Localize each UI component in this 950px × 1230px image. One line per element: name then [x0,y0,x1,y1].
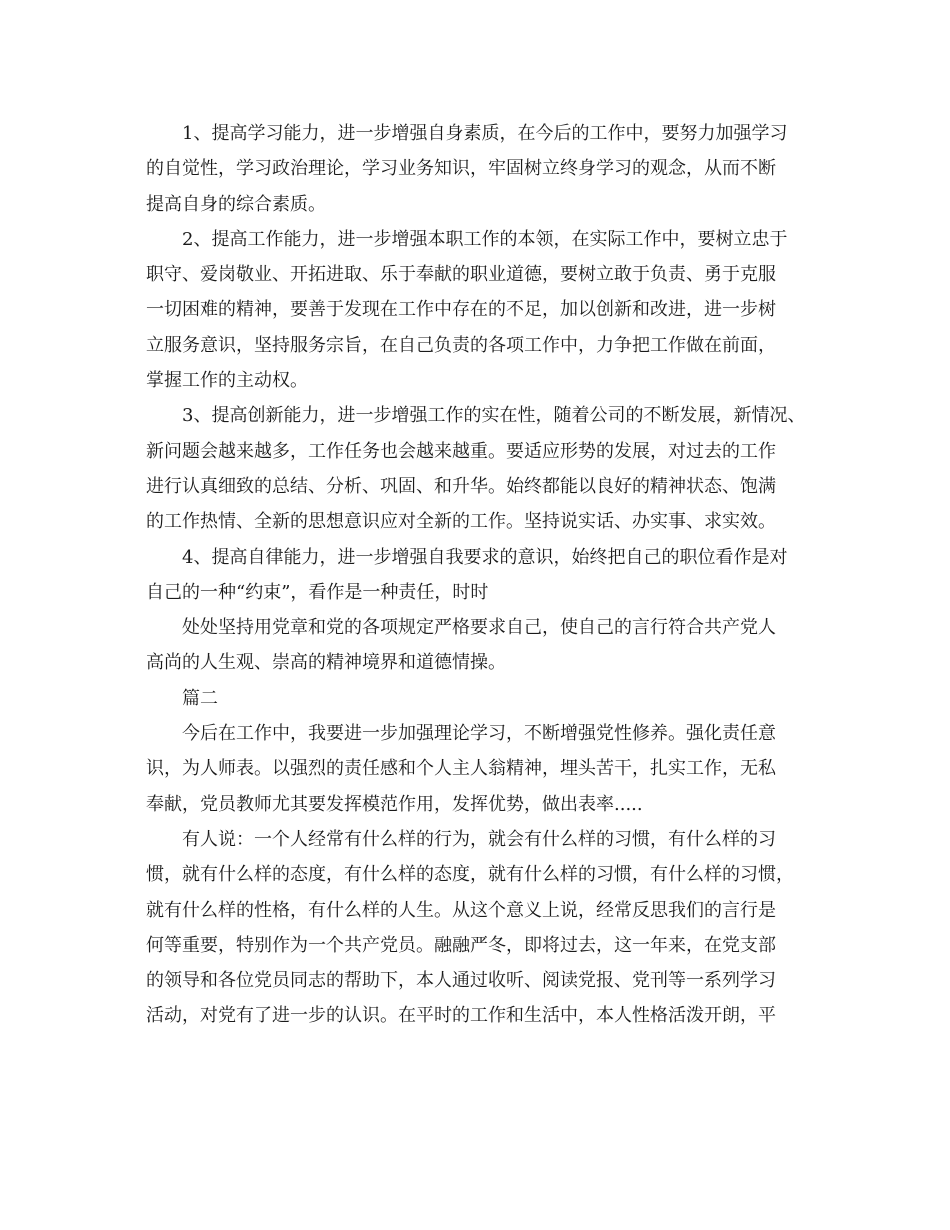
text-line: 立服务意识，坚持服务宗旨，在自己负责的各项工作中，力争把工作做在前面， [146,334,776,356]
text-line: 今后在工作中，我要进一步加强理论学习，不断增强党性修养。强化责任意 [182,723,776,745]
text-line: 的领导和各位党员同志的帮助下，本人通过收听、阅读党报、党刊等一系列学习 [146,970,776,992]
text-line: 就有什么样的性格，有什么样的人生。从这个意义上说，经常反思我们的言行是 [146,899,776,921]
text-line: 职守、爱岗敬业、开拓进取、乐于奉献的职业道德，要树立敢于负责、勇于克服 [146,264,776,286]
text-line: 识，为人师表。以强烈的责任感和个人主人翁精神，埋头苦干，扎实工作，无私 [146,758,776,780]
text-line: 处处坚持用党章和党的各项规定严格要求自己，使自己的言行符合共产党人 [182,617,776,639]
text-line: 惯，就有什么样的态度，有什么样的态度，就有什么样的习惯，有什么样的习惯， [146,864,794,886]
text-line: 的自觉性，学习政治理论，学习业务知识，牢固树立终身学习的观念，从而不断 [146,158,776,180]
text-line: 新问题会越来越多，工作任务也会越来越重。要适应形势的发展，对过去的工作 [146,440,776,462]
text-line: 掌握工作的主动权。 [146,370,308,392]
text-line: 1、提高学习能力，进一步增强自身素质，在今后的工作中，要努力加强学习 [182,123,788,144]
text-line: 一切困难的精神，要善于发现在工作中存在的不足，加以创新和改进，进一步树 [146,299,776,321]
text-line: 何等重要，特别作为一个共产党员。融融严冬，即将过去，这一年来，在党支部 [146,934,776,956]
text-line: 有人说：一个人经常有什么样的行为，就会有什么样的习惯，有什么样的习 [182,828,776,850]
text-line: 3、提高创新能力，进一步增强工作的实在性，随着公司的不断发展，新情况、 [182,405,806,427]
text-line: 4、提高自律能力，进一步增强自我要求的意识，始终把自己的职位看作是对 [182,546,788,568]
text-line: 篇二 [182,687,218,709]
text-line: 高尚的人生观、崇高的精神境界和道德情操。 [146,652,506,674]
text-line: 2、提高工作能力，进一步增强本职工作的本领，在实际工作中，要树立忠于 [182,228,788,250]
text-line: 奉献，党员教师尤其要发挥模范作用，发挥优势，做出表率..... [146,793,643,815]
text-line: 提高自身的综合素质。 [146,193,326,215]
text-line: 活动，对党有了进一步的认识。在平时的工作和生活中，本人性格活泼开朗，平 [146,1005,776,1027]
text-line: 自己的一种“约束”，看作是一种责任，时时 [146,581,489,603]
text-line: 进行认真细致的总结、分析、巩固、和升华。始终都能以良好的精神状态、饱满 [146,475,776,497]
text-line: 的工作热情、全新的思想意识应对全新的工作。坚持说实话、办实事、求实效。 [146,511,776,533]
document-body [146,116,836,1034]
